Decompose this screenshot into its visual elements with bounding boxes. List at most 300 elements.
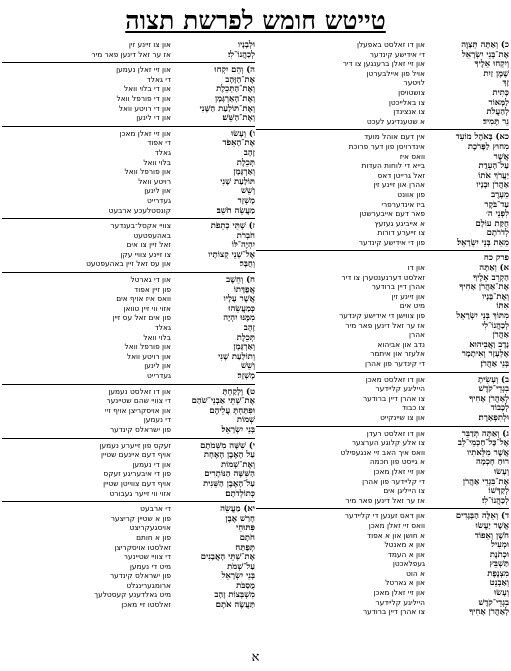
hebrew-phrase: ה) וְהֵם יִקְחוּ bbox=[214, 65, 255, 75]
yiddish-translation: אין דעם אוהל מועד bbox=[364, 132, 425, 142]
hebrew-phrase: וְאַבְנֵט bbox=[489, 578, 509, 588]
hebrew-phrase: ח) וְחֵשֶׁב bbox=[226, 275, 255, 285]
yiddish-translation: צו זיינע צוויי עקן bbox=[120, 249, 171, 259]
hebrew-phrase: אֶת־בִּגְדֵי אַהֲרֹן bbox=[462, 476, 509, 486]
translation-row bbox=[2, 196, 255, 206]
hebrew-phrase: עַד־בֹּקֶר bbox=[484, 199, 509, 209]
hebrew-phrase: תַּשְׁבֵּץ bbox=[489, 559, 509, 569]
hebrew-phrase: וּכְתֹנֶת bbox=[489, 549, 509, 559]
translation-row bbox=[256, 98, 509, 108]
translation-row bbox=[2, 294, 255, 304]
hebrew-phrase: בְּנֵי יִשְׂרָאֵל bbox=[221, 571, 255, 581]
hebrew-phrase: בְּנֵי אַהֲרֹן׃ bbox=[480, 359, 509, 368]
translation-row bbox=[2, 285, 255, 295]
hebrew-phrase: אֶת־שְׁתֵּי אַבְנֵי־שֹׁהַם bbox=[191, 396, 255, 406]
hebrew-phrase: מֻסַבֹּת bbox=[236, 580, 255, 590]
yiddish-translation: אינדרויסן פון דער פרוכת bbox=[348, 141, 425, 151]
hebrew-phrase: לַמָּאוֹר bbox=[488, 97, 509, 107]
page-number: א bbox=[251, 650, 260, 665]
hebrew-phrase: וְחֻבָּר׃ bbox=[239, 259, 255, 269]
translation-row bbox=[2, 600, 255, 610]
hebrew-phrase: מִשְׁבְּצוֹת זָהָב bbox=[214, 590, 255, 600]
verse-section bbox=[256, 427, 509, 510]
hebrew-phrase: לִפְנֵי ה׳ bbox=[485, 209, 509, 219]
yiddish-translation: און דו זאלסט נעמען bbox=[108, 386, 171, 396]
translation-row bbox=[2, 469, 255, 479]
hebrew-phrase: אֶל־כָּל־חַכְמֵי־לֵב bbox=[457, 438, 509, 448]
hebrew-phrase: אֶת־הָאֵפֹד bbox=[222, 138, 255, 148]
hebrew-phrase: עַל־שְׁמֹת bbox=[227, 561, 255, 571]
verse-section bbox=[2, 273, 255, 385]
yiddish-translation: הייליגע קליידער bbox=[375, 597, 425, 607]
hebrew-phrase: וְאֶת־הָאַרְגָּמָן bbox=[214, 93, 255, 103]
yiddish-translation: און די נעמען bbox=[132, 459, 171, 469]
hebrew-phrase: וְשֵׁשׁ bbox=[240, 361, 255, 371]
hebrew-phrase: הַשִּׁשָּׁה הַנּוֹתָרִים bbox=[204, 469, 255, 479]
hebrew-phrase: זָךְ bbox=[502, 78, 509, 88]
yiddish-translation: קונסטלעכע ארבעט bbox=[108, 205, 171, 215]
hebrew-phrase: וּלְתִפְאָרֶת׃ bbox=[478, 412, 509, 422]
hebrew-phrase: לְדֹרֹתָם bbox=[486, 228, 509, 238]
translation-row bbox=[2, 371, 255, 381]
hebrew-phrase: רוּחַ חָכְמָה bbox=[476, 457, 509, 467]
hebrew-phrase: יִהְיֶה־לּוֹ bbox=[231, 240, 255, 250]
hebrew-phrase: זָהָב bbox=[243, 147, 255, 157]
yiddish-translation: וואס איז bbox=[399, 151, 425, 161]
hebrew-phrase: לְהַעֲלֹת bbox=[486, 107, 509, 117]
hebrew-phrase: חָרַשׁ אֶבֶן bbox=[225, 513, 255, 523]
translation-row bbox=[2, 406, 255, 416]
hebrew-phrase: אֲשֶׁר bbox=[493, 151, 509, 161]
hebrew-phrase: בְּנֵי יִשְׂרָאֵל׃ bbox=[221, 424, 255, 434]
translation-row bbox=[2, 65, 255, 75]
translation-row bbox=[256, 69, 509, 79]
yiddish-translation: אויל פון איילבערטן bbox=[366, 68, 425, 78]
translation-row bbox=[2, 425, 255, 435]
yiddish-translation: און דו bbox=[407, 263, 425, 273]
yiddish-translation: א הוט bbox=[406, 568, 425, 578]
hebrew-phrase: מֵאֵת בְּנֵי יִשְׂרָאֵל׃ bbox=[457, 237, 509, 247]
hebrew-phrase: תְּכֵלֶת bbox=[236, 332, 255, 342]
translation-row bbox=[2, 148, 255, 158]
translation-row bbox=[2, 333, 255, 343]
translation-row bbox=[256, 273, 509, 283]
translation-row bbox=[2, 489, 255, 499]
hebrew-phrase: נָדָב וַאֲבִיהוּא bbox=[469, 339, 509, 349]
hebrew-phrase: וְאֶת־שְׁמוֹת bbox=[221, 459, 255, 469]
hebrew-phrase: שֶׁמֶן זַיִת bbox=[483, 68, 509, 78]
yiddish-translation: מיט גאלדענע קעסטלעך bbox=[94, 590, 171, 600]
yiddish-translation: אויף דעם איינעם שטיין bbox=[100, 450, 171, 460]
translation-row bbox=[256, 531, 509, 541]
translation-row bbox=[2, 231, 255, 241]
hebrew-phrase: כְּמַעֲשֵׂהוּ bbox=[228, 303, 255, 313]
verse-section bbox=[2, 63, 255, 127]
hebrew-phrase: לְכַהֲנוֹ־לִי׃ bbox=[481, 495, 509, 505]
hebrew-phrase: ט) וְלָקַחְתָּ bbox=[222, 386, 255, 396]
translation-row bbox=[256, 282, 509, 292]
translation-row bbox=[256, 349, 509, 359]
translation-row bbox=[2, 543, 255, 553]
hebrew-phrase: אֶל־שְׁנֵי קְצוֹתָיו bbox=[208, 249, 255, 259]
yiddish-translation: אז ער זאל דינען פאר מיר bbox=[345, 495, 425, 505]
translation-row bbox=[256, 238, 509, 248]
hebrew-phrase: תַּעֲשֶׂה אֹתָם׃ bbox=[215, 600, 255, 610]
hebrew-phrase: ד) וְאֵלֶּה הַבְּגָדִים bbox=[455, 511, 509, 521]
translation-row bbox=[256, 180, 509, 190]
hebrew-phrase: ו) וְעָשׂוּ bbox=[231, 128, 255, 138]
translation-row bbox=[2, 313, 255, 323]
hebrew-phrase: פרק כח bbox=[483, 253, 509, 263]
translation-row bbox=[256, 413, 509, 423]
yiddish-translation: א אייביגע געזעץ bbox=[374, 218, 425, 228]
yiddish-translation: פון אוונט bbox=[397, 189, 425, 199]
hebrew-phrase: וְאֶת־הַשֵּׁשׁ׃ bbox=[222, 113, 255, 123]
translation-row bbox=[256, 107, 509, 117]
hebrew-phrase: אַהֲרֹן bbox=[492, 330, 509, 340]
yiddish-translation: נדב און אביהוא bbox=[377, 339, 425, 349]
yiddish-translation: זאלסט דערנענטערן צו דיר bbox=[341, 272, 425, 282]
yiddish-translation: צו הייליגן אים bbox=[383, 486, 425, 496]
translation-row bbox=[256, 429, 509, 439]
translation-row bbox=[2, 104, 255, 114]
hebrew-phrase: לְקַדְּשׁוֹ bbox=[488, 486, 509, 496]
hebrew-phrase: וְשֵׁשׁ bbox=[240, 186, 255, 196]
yiddish-translation: די אידישע קינדער bbox=[369, 49, 425, 59]
translation-row bbox=[2, 158, 255, 168]
yiddish-translation: א חושן און א אפוד bbox=[367, 530, 425, 540]
hebrew-phrase: וְיִקְחוּ אֵלֶיךָ bbox=[474, 59, 509, 69]
translation-row bbox=[2, 94, 255, 104]
translation-row bbox=[2, 441, 255, 451]
yiddish-translation: און פורפל וואל bbox=[124, 342, 171, 352]
yiddish-translation: פון ישראלס קינדער bbox=[109, 424, 171, 434]
hebrew-phrase: אֶת־אַהֲרֹן אָחִיךָ bbox=[459, 282, 509, 292]
hebrew-phrase: אַהֲרֹן וּבָנָיו bbox=[476, 180, 509, 190]
translation-row bbox=[2, 84, 255, 94]
yiddish-translation: מיט די נעמען bbox=[129, 561, 171, 571]
translation-row bbox=[256, 200, 509, 210]
translation-row bbox=[2, 138, 255, 148]
yiddish-translation: זעקס פון זייערע נעמען bbox=[99, 440, 171, 450]
translation-row bbox=[256, 457, 509, 467]
yiddish-translation: פאר דעם אייבערשטן bbox=[359, 209, 425, 219]
yiddish-translation: זאל זיין צו אים bbox=[126, 240, 171, 250]
translation-row bbox=[2, 460, 255, 470]
yiddish-translation: רויטע וואל bbox=[138, 176, 171, 186]
hebrew-phrase: מִמֶּנּוּ יִהְיֶה bbox=[223, 313, 255, 323]
translation-row bbox=[2, 514, 255, 524]
yiddish-translation: אהרן bbox=[409, 330, 425, 340]
left-column bbox=[2, 38, 255, 613]
yiddish-translation: זאלסטו אויסקריצן bbox=[114, 542, 171, 552]
yiddish-translation: בלוי וואל bbox=[143, 157, 171, 167]
hebrew-phrase: וְאֶת־בָּנָיו bbox=[482, 291, 509, 301]
yiddish-translation: צושטויסן bbox=[398, 87, 425, 97]
hebrew-phrase: אֲפֻדָּתוֹ bbox=[233, 284, 255, 294]
translation-row bbox=[256, 292, 509, 302]
yiddish-translation: און זיינע זין bbox=[391, 291, 425, 301]
yiddish-translation: זאלסטו זיי מאכן bbox=[121, 600, 171, 610]
translation-row bbox=[256, 152, 509, 162]
verse-section bbox=[2, 127, 255, 219]
translation-row bbox=[256, 486, 509, 496]
yiddish-translation: פון אים זאל עס זיין bbox=[112, 313, 171, 323]
yiddish-translation: גאלד bbox=[154, 323, 171, 333]
translation-row bbox=[2, 552, 255, 562]
hebrew-phrase: כָּתִית bbox=[492, 87, 509, 97]
translation-row bbox=[256, 384, 509, 394]
translation-row bbox=[256, 467, 509, 477]
yiddish-translation: וואס איך האב זיי אנגעפילט bbox=[340, 447, 425, 457]
yiddish-translation: און לינען bbox=[144, 361, 171, 371]
translation-row bbox=[256, 253, 509, 263]
yiddish-translation: אזוי ווי זייער געבורט bbox=[109, 488, 171, 498]
yiddish-translation: פון ישראלס קינדער bbox=[109, 571, 171, 581]
translation-row bbox=[2, 129, 255, 139]
yiddish-translation: די קינדער פון אהרן bbox=[364, 359, 425, 368]
translation-row bbox=[2, 75, 255, 85]
yiddish-translation: ארומגערינגלט bbox=[126, 580, 171, 590]
translation-row bbox=[2, 450, 255, 460]
verse-section bbox=[256, 38, 509, 130]
yiddish-translation: הייליגע קליידער bbox=[375, 384, 425, 394]
yiddish-translation: בייא די לוחות העדות bbox=[361, 161, 425, 171]
translation-row bbox=[2, 415, 255, 425]
translation-row bbox=[256, 50, 509, 60]
hebrew-phrase: יַעֲרֹךְ אֹתוֹ bbox=[478, 170, 509, 180]
translation-row bbox=[2, 581, 255, 591]
translation-row bbox=[256, 142, 509, 152]
translation-row bbox=[2, 562, 255, 572]
translation-row bbox=[256, 132, 509, 142]
hebrew-phrase: לְאַהֲרֹן אָחִיךָ bbox=[469, 607, 509, 617]
yiddish-translation: גאלד bbox=[154, 147, 171, 157]
translation-row bbox=[256, 375, 509, 385]
translation-row bbox=[2, 240, 255, 250]
yiddish-translation: און די רויטע וואל bbox=[118, 103, 171, 113]
yiddish-translation: צו זייערע דורות bbox=[377, 228, 425, 238]
yiddish-translation: אהרן און זיינע זין bbox=[373, 180, 425, 190]
hebrew-phrase: וְעָשׂוּ bbox=[494, 588, 509, 598]
yiddish-translation: און זיי זאלן מאכן bbox=[373, 466, 425, 476]
yiddish-translation: די ארבעט bbox=[140, 504, 171, 514]
yiddish-translation: און אויסקריצן אויף זיי bbox=[104, 405, 171, 415]
translation-row bbox=[256, 511, 509, 521]
yiddish-translation: פון די איבעריגע זעקס bbox=[103, 469, 171, 479]
yiddish-translation: צו אהרן דיין ברודער bbox=[362, 607, 425, 617]
translation-row bbox=[2, 206, 255, 216]
hebrew-phrase: לְאַהֲרֹן אָחִיךָ bbox=[469, 393, 509, 403]
translation-row bbox=[256, 588, 509, 598]
yiddish-translation: די צוויי שטיינער bbox=[123, 552, 171, 562]
hebrew-phrase: כא) בְּאֹהֶל מוֹעֵד bbox=[455, 132, 509, 142]
verse-section bbox=[2, 38, 255, 63]
yiddish-translation: ביז אינדערפרי bbox=[381, 199, 425, 209]
verse-section bbox=[2, 502, 255, 613]
verse-section bbox=[2, 219, 255, 273]
yiddish-translation: צו אלע קלוגע הערצער bbox=[351, 438, 425, 448]
translation-row bbox=[256, 209, 509, 219]
translation-row bbox=[2, 259, 255, 269]
hebrew-phrase: יא) מַעֲשֵׂה bbox=[220, 504, 255, 514]
hebrew-phrase: ג) וְאַתָּה תְּדַבֵּר bbox=[461, 428, 509, 438]
hebrew-phrase: וְאֶת־הַתְּכֵלֶת bbox=[216, 84, 255, 94]
translation-row bbox=[2, 186, 255, 196]
yiddish-translation: און די פורפל וואל bbox=[116, 93, 171, 103]
yiddish-translation: א שטענדיגע לעכט bbox=[366, 116, 425, 126]
yiddish-translation: און דו זאלסט מאכן bbox=[365, 374, 425, 384]
yiddish-translation: און רויטע וואל bbox=[126, 351, 171, 361]
hebrew-phrase: אֶלְעָזָר וְאִיתָמָר bbox=[461, 349, 509, 359]
translation-row bbox=[2, 304, 255, 314]
yiddish-translation: די גאלד bbox=[146, 74, 171, 84]
yiddish-translation: און דו זאלסט באפעלן bbox=[356, 40, 425, 49]
hebrew-phrase: וְאַרְגָּמָן bbox=[233, 167, 255, 177]
translation-row bbox=[256, 228, 509, 238]
hebrew-phrase: וּלְבָנָיו bbox=[237, 40, 255, 49]
yiddish-translation: צו אהרן דיין ברודער bbox=[362, 393, 425, 403]
translation-row bbox=[256, 263, 509, 273]
yiddish-translation: בלוי וואל bbox=[143, 332, 171, 342]
verse-section bbox=[256, 373, 509, 427]
verse-section bbox=[256, 251, 509, 372]
translation-row bbox=[2, 504, 255, 514]
translation-row bbox=[256, 340, 509, 350]
yiddish-translation: און א העמד bbox=[387, 549, 425, 559]
translation-row bbox=[256, 117, 509, 127]
hebrew-phrase: א) וְאַתָּה bbox=[479, 263, 509, 273]
hebrew-phrase: כ) וְאַתָּה תְּצַוֶּה bbox=[461, 40, 509, 49]
hebrew-phrase: עַל הָאֶבֶן הָאֶחָת bbox=[203, 450, 255, 460]
yiddish-translation: און זיי זאלן נעמען bbox=[116, 65, 171, 75]
hebrew-phrase: כְּתוֹלְדֹתָם׃ bbox=[225, 488, 255, 498]
yiddish-translation: פון א חותם bbox=[136, 532, 171, 542]
yiddish-translation: וואס זיי זאלן מאכן bbox=[368, 520, 425, 530]
translation-row bbox=[256, 598, 509, 608]
hebrew-phrase: בִגְדֵי־קֹדֶשׁ bbox=[478, 597, 509, 607]
yiddish-translation: און די בלוי וואל bbox=[123, 84, 171, 94]
yiddish-translation: וואס איז אויף אים bbox=[116, 294, 171, 304]
hebrew-phrase: וְאֶת־תּוֹלַעַת הַשָּׁנִי bbox=[199, 103, 255, 113]
yiddish-translation: און זיי זאלן מאכן bbox=[119, 128, 171, 138]
translation-row bbox=[2, 479, 255, 489]
verse-section bbox=[2, 439, 255, 503]
hebrew-phrase: נֵר תָּמִיד׃ bbox=[482, 116, 509, 126]
translation-row bbox=[2, 113, 255, 123]
translation-row bbox=[256, 607, 509, 617]
translation-row bbox=[256, 311, 509, 321]
yiddish-translation: אז ער זאל דינען פאר מיר bbox=[91, 49, 171, 59]
translation-row bbox=[2, 533, 255, 543]
hebrew-phrase: מִצְנֶפֶת bbox=[487, 568, 509, 578]
yiddish-translation: און פורפל וואל bbox=[124, 167, 171, 177]
hebrew-phrase: לְכַהֲנוֹ־לִי bbox=[481, 320, 509, 330]
hebrew-phrase: אֶת־הַזָּהָב bbox=[225, 74, 255, 84]
yiddish-translation: געדרייט bbox=[147, 195, 171, 205]
translation-row bbox=[256, 359, 509, 369]
translation-row bbox=[256, 161, 509, 171]
yiddish-translation: פון צווישן די אידישע קינדער bbox=[339, 311, 425, 321]
hebrew-phrase: בִגְדֵי־קֹדֶשׁ bbox=[478, 384, 509, 394]
yiddish-translation: אהרן דיין ברודער bbox=[371, 282, 425, 292]
yiddish-translation: לויטער bbox=[403, 78, 425, 88]
yiddish-translation: פון זיין אפוד bbox=[134, 284, 171, 294]
yiddish-translation: פון די אידישע קינדער bbox=[358, 237, 425, 247]
translation-row bbox=[256, 438, 509, 448]
yiddish-translation: אזוי ווי זיין טוואן bbox=[123, 303, 171, 313]
yiddish-translation: אויף דעם צווייטן שטיין bbox=[103, 478, 171, 488]
translation-row bbox=[2, 250, 255, 260]
translation-row bbox=[2, 50, 255, 60]
yiddish-translation: צו באלייכטן bbox=[388, 97, 425, 107]
translation-row bbox=[256, 394, 509, 404]
translation-row bbox=[2, 361, 255, 371]
yiddish-translation: די צוויי שהם שטיינער bbox=[106, 396, 171, 406]
translation-row bbox=[2, 323, 255, 333]
hebrew-phrase: מִחוּץ לַפָּרֹכֶת bbox=[467, 141, 509, 151]
translation-row bbox=[2, 523, 255, 533]
yiddish-translation: צו אנצינדן bbox=[393, 107, 425, 117]
hebrew-phrase: מָשְׁזָר bbox=[237, 195, 255, 205]
hebrew-phrase: הַקְרֵב אֵלֶיךָ bbox=[473, 272, 509, 282]
hebrew-phrase: לְכָבוֹד bbox=[490, 403, 509, 413]
translation-row bbox=[256, 219, 509, 229]
verse-section bbox=[2, 385, 255, 439]
hebrew-phrase: אִתּוֹ bbox=[496, 301, 509, 311]
hebrew-phrase: חֹבְרֹת bbox=[236, 230, 255, 240]
yiddish-translation: אויסגעקריצט bbox=[129, 523, 171, 533]
hebrew-phrase: תְּפַתַּח bbox=[235, 542, 255, 552]
hebrew-phrase: עַל־הָאֶבֶן הַשֵּׁנִית bbox=[203, 478, 255, 488]
verse-section bbox=[256, 509, 509, 620]
hebrew-phrase: חֻקַּת עוֹלָם bbox=[475, 218, 509, 228]
translation-row bbox=[256, 578, 509, 588]
yiddish-translation: די נעמען bbox=[143, 415, 171, 425]
yiddish-translation: און צו זיינע זין bbox=[128, 40, 171, 49]
hebrew-phrase: עַל־הָעֵדֻת bbox=[478, 161, 509, 171]
translation-row bbox=[2, 167, 255, 177]
translation-row bbox=[256, 301, 509, 311]
hebrew-phrase: מֵעֶרֶב bbox=[491, 189, 509, 199]
yiddish-translation: באהעפטעט bbox=[133, 230, 171, 240]
yiddish-translation: און א מאנטל bbox=[384, 540, 425, 550]
yiddish-translation: און א גארטל bbox=[385, 578, 425, 588]
translation-row bbox=[256, 190, 509, 200]
yiddish-translation: און דו זאלסט רעדן bbox=[366, 428, 425, 438]
hebrew-phrase: תְּכֵלֶת bbox=[236, 157, 255, 167]
translation-row bbox=[256, 477, 509, 487]
hebrew-phrase: מִתּוֹךְ בְּנֵי יִשְׂרָאֵל bbox=[456, 311, 509, 321]
yiddish-translation: די אפוד bbox=[147, 138, 171, 148]
hebrew-phrase: חֹשֶׁן וְאֵפוֹד bbox=[474, 530, 509, 540]
translation-row bbox=[256, 88, 509, 98]
yiddish-translation: מיט אים bbox=[399, 301, 425, 311]
translation-row bbox=[256, 171, 509, 181]
hebrew-phrase: מַעֲשֵׂה חֹשֵׁב׃ bbox=[216, 205, 255, 215]
translation-row bbox=[2, 352, 255, 362]
hebrew-phrase: ז) שְׁתֵּי כְתֵפֹת bbox=[210, 221, 255, 231]
yiddish-translation: זאל גרייטן דאס bbox=[377, 170, 425, 180]
translation-row bbox=[256, 448, 509, 458]
translation-row bbox=[256, 78, 509, 88]
hebrew-phrase: פִּתּוּחֵי bbox=[236, 523, 255, 533]
hebrew-phrase: מָשְׁזָר׃ bbox=[237, 371, 255, 380]
yiddish-translation: געפלאכטן bbox=[392, 559, 425, 569]
yiddish-translation: און דאס זענען די קליידער bbox=[344, 511, 425, 521]
hebrew-phrase: וְתוֹלַעַת שָׁנִי bbox=[218, 351, 255, 361]
right-column bbox=[256, 38, 509, 620]
